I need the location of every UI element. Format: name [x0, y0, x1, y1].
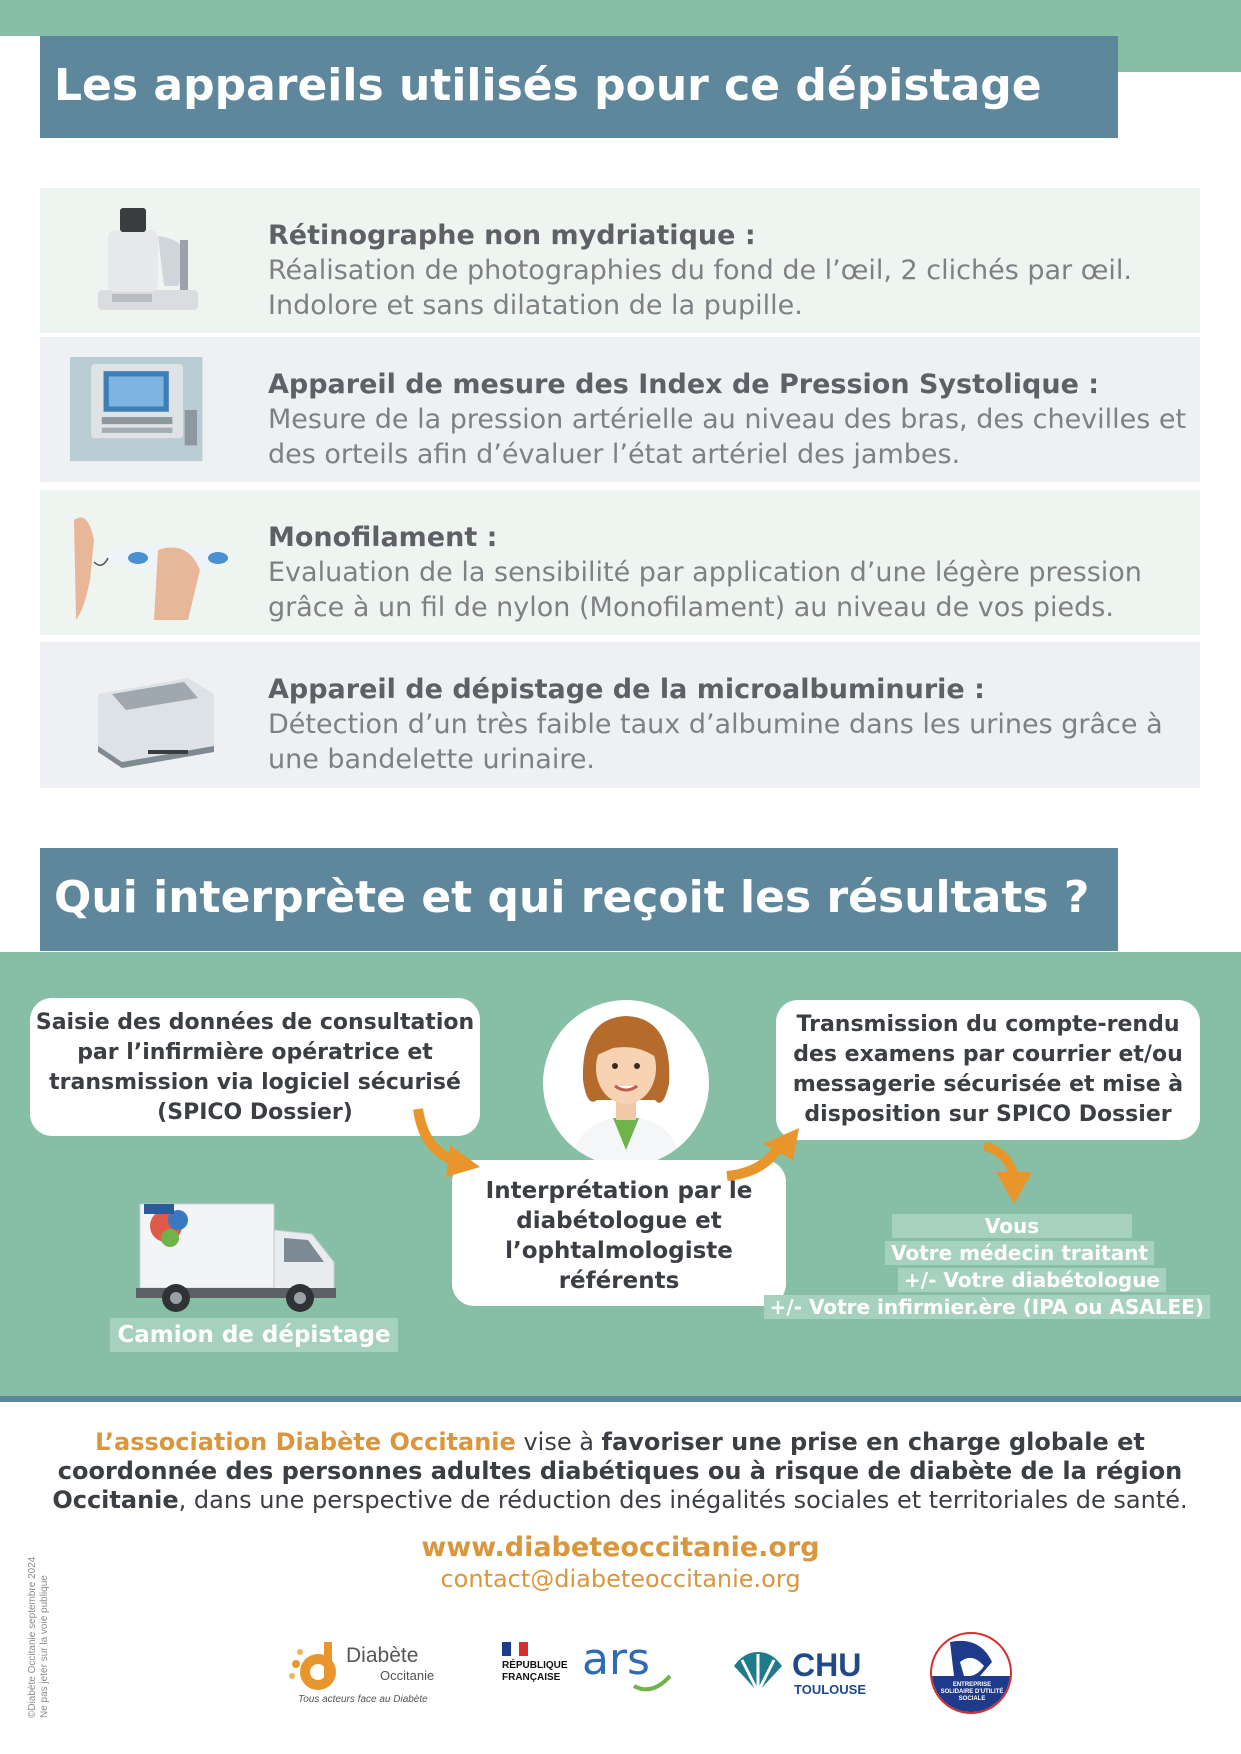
- association-name: L’association Diabète Occitanie: [95, 1428, 516, 1456]
- association-statement: [30, 1428, 1210, 1515]
- section-title-results: Qui interprète et qui reçoit les résultats ?: [40, 848, 1118, 951]
- chu-city: TOULOUSE: [794, 1682, 866, 1697]
- ars-wordmark: ars: [582, 1634, 650, 1685]
- device-row-retinograph: [40, 188, 1200, 333]
- arrow-up-right-icon: [723, 1118, 807, 1188]
- website-link[interactable]: www.diabeteoccitanie.org: [421, 1532, 820, 1563]
- device-row-monofilament: [40, 490, 1200, 635]
- recipient-diabetologist: +/- Votre diabétologue: [898, 1268, 1166, 1292]
- esus-label-logo: [930, 1632, 1012, 1714]
- diabete-occitanie-mark-icon: [286, 1636, 346, 1696]
- recipient-nurse: +/- Votre infirmier.ère (IPA ou ASALEE): [764, 1295, 1210, 1319]
- arrow-down-icon: [978, 1142, 1048, 1208]
- diabete-logo-tagline: Tous acteurs face au Diabète: [298, 1694, 428, 1705]
- retinograph-image: [68, 200, 238, 320]
- device-row-microalbuminuria: [40, 642, 1200, 788]
- device-title-ips: Appareil de mesure des Index de Pression Systolique :: [268, 369, 1100, 400]
- copyright-line-2: Ne pas jeter sur la voie publique: [39, 1575, 50, 1718]
- association-text-1: vise à: [515, 1428, 602, 1456]
- esus-label-text: ENTREPRISE SOLIDAIRE D'UTILITÉ SOCIALE: [940, 1682, 1004, 1702]
- ars-logo: [582, 1636, 672, 1696]
- device-title-monofilament: Monofilament :: [268, 522, 498, 553]
- recipient-gp: Votre médecin traitant: [885, 1241, 1154, 1265]
- diabete-occitanie-logo: [286, 1636, 456, 1706]
- diabete-logo-name: Diabète: [346, 1644, 419, 1667]
- truck-label: Camion de dépistage: [110, 1318, 398, 1352]
- copyright-line-1: ©Diabète Occitanie septembre 2024: [27, 1556, 38, 1718]
- step-interpretation: Interprétation par le diabétologue et l’ophtalmologiste référents: [452, 1160, 786, 1306]
- screening-truck-image: [136, 1194, 340, 1318]
- section-title-devices: Les appareils utilisés pour ce dépistage: [40, 36, 1118, 138]
- republique-line-2: FRANÇAISE: [502, 1672, 561, 1683]
- association-mission: favoriser une prise en charge globale et coordonnée des personnes adultes diabétiques ou à risque de diabète de la région Occitanie: [52, 1428, 1183, 1514]
- device-desc-monofilament: Evaluation de la sensibilité par application d’une légère pression grâce à un fil de nylon (Monofilament) au niveau de vos pieds.: [268, 557, 1142, 623]
- association-text-2: , dans une perspective de réduction des inégalités sociales et territoriales de santé.: [178, 1486, 1188, 1514]
- diabete-logo-region: Occitanie: [380, 1668, 435, 1683]
- email-link[interactable]: contact@diabeteoccitanie.org: [440, 1565, 801, 1593]
- chu-name: CHU: [792, 1647, 862, 1683]
- device-desc-retinograph: Réalisation de photographies du fond de l’œil, 2 clichés par œil. Indolore et sans dilatation de la pupille.: [268, 255, 1132, 321]
- step-transmission: Transmission du compte-rendu des examens par courrier et/ou messagerie sécurisée et mise à disposition sur SPICO Dossier: [776, 1000, 1200, 1140]
- marianne-flag-icon: [502, 1642, 528, 1656]
- step-data-entry: Saisie des données de consultation par l’infirmière opératrice et transmission via logiciel sécurisé (SPICO Dossier): [30, 998, 480, 1136]
- doctor-illustration-icon: [543, 1000, 709, 1166]
- ars-swoosh-icon: [632, 1672, 672, 1692]
- device-row-ips: [40, 337, 1200, 482]
- republique-francaise-logo: [502, 1642, 578, 1702]
- chu-shell-icon: [730, 1648, 786, 1694]
- recipient-you: Vous: [892, 1214, 1132, 1238]
- monofilament-image: [68, 510, 238, 630]
- device-desc-ips: Mesure de la pression artérielle au niveau des bras, des chevilles et des orteils afin d’évaluer l’état artériel des jambes.: [268, 404, 1187, 470]
- microalbuminuria-device-image: [68, 654, 238, 774]
- arrow-down-right-icon: [410, 1105, 490, 1185]
- copyright-note: [27, 1557, 51, 1718]
- doctor-avatar: [543, 1000, 709, 1166]
- top-band-corner: [1118, 36, 1241, 72]
- device-title-microalbuminuria: Appareil de dépistage de la microalbuminurie :: [268, 674, 985, 705]
- section-divider: [0, 1396, 1241, 1402]
- device-desc-microalbuminuria: Détection d’un très faible taux d’albumine dans les urines grâce à une bandelette urinaire.: [268, 709, 1163, 775]
- republique-line-1: RÉPUBLIQUE: [502, 1660, 568, 1671]
- device-title-retinograph: Rétinographe non mydriatique :: [268, 220, 756, 251]
- ips-device-image: [70, 351, 220, 469]
- top-band: [0, 0, 1241, 36]
- chu-toulouse-logo: [730, 1648, 880, 1698]
